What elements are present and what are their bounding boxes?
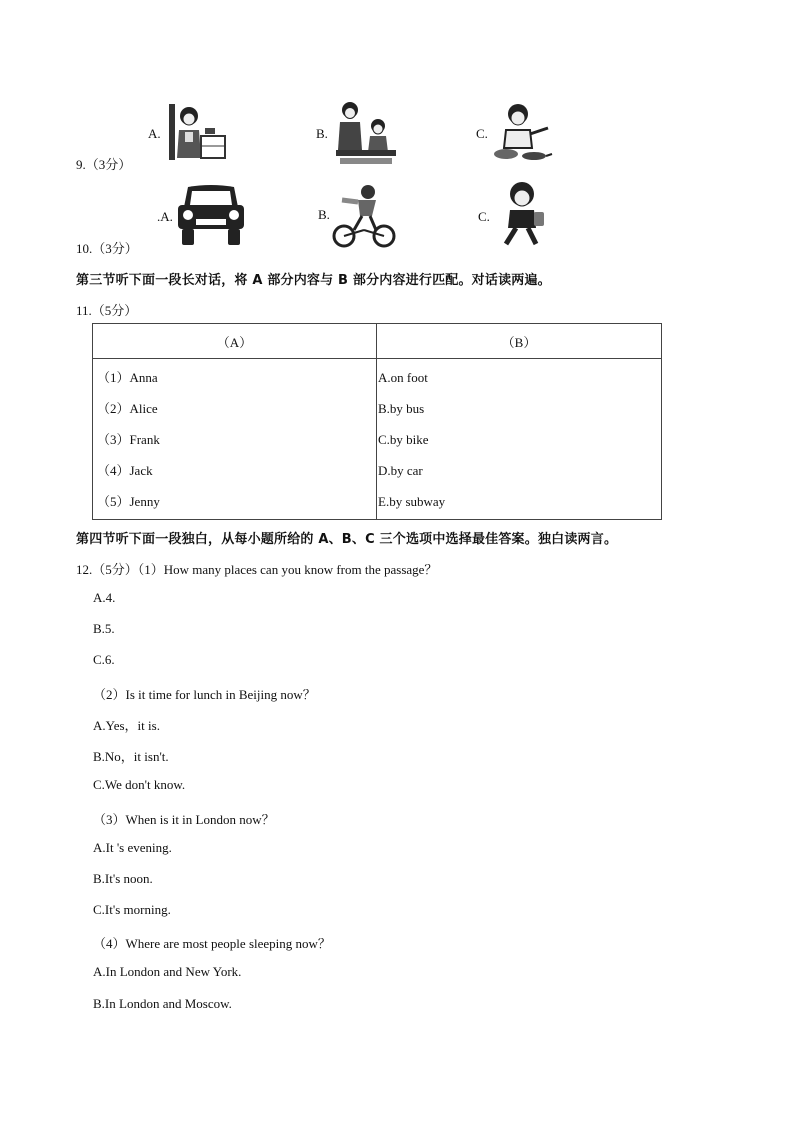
section-4-instruction: 第四节听下面一段独白，从每小题所给的 A、B、C 三个选项中选择最佳答案。独白读两言。 bbox=[76, 532, 618, 547]
name-item: （3）Frank bbox=[97, 432, 160, 447]
name-item: （5）Jenny bbox=[97, 494, 160, 509]
column-b-cell bbox=[377, 359, 662, 520]
q10-option-c-label[interactable]: C. bbox=[478, 209, 490, 224]
q12-4-option-b[interactable]: B.In London and Moscow. bbox=[93, 996, 232, 1011]
transport-item: D.by car bbox=[378, 463, 423, 478]
q9-number: 9.（3分） bbox=[76, 157, 132, 172]
q9-option-b-label[interactable]: B. bbox=[316, 126, 328, 141]
q12-sub2-text: （2）Is it time for lunch in Beijing now？ bbox=[93, 687, 316, 702]
person-cooking-icon bbox=[165, 102, 227, 164]
transport-item: A.on foot bbox=[378, 370, 428, 385]
name-item: （1）Anna bbox=[97, 370, 158, 385]
q9-option-a-label[interactable]: A. bbox=[148, 126, 161, 141]
transport-item: B.by bus bbox=[378, 401, 425, 416]
q12-2-option-b[interactable]: B.No，it isn't. bbox=[93, 749, 169, 764]
boy-walking-icon bbox=[496, 180, 548, 248]
matching-table bbox=[92, 323, 662, 520]
column-a-cell bbox=[93, 359, 377, 520]
q12-sub3-text: （3）When is it in London now？ bbox=[93, 812, 275, 827]
q12-header bbox=[76, 559, 437, 578]
q12-1-option-c[interactable]: C.6. bbox=[93, 652, 115, 667]
q12-3-option-b[interactable]: B.It's noon. bbox=[93, 871, 153, 886]
q12-sub4-text: （4）Where are most people sleeping now？ bbox=[93, 936, 331, 951]
q12-3-option-c[interactable]: C.It's morning. bbox=[93, 902, 171, 917]
car-icon bbox=[176, 183, 246, 247]
q10-option-a-label[interactable]: .A. bbox=[157, 209, 173, 224]
q11-number: 11.（5分） bbox=[76, 303, 138, 318]
section-3-instruction: 第三节听下面一段长对话，将 A 部分内容与 B 部分内容进行匹配。对话读两遍。 bbox=[76, 273, 551, 288]
q10-option-b-label[interactable]: B. bbox=[318, 207, 330, 222]
bicycle-rider-icon bbox=[332, 182, 396, 248]
q12-2-option-a[interactable]: A.Yes，it is. bbox=[93, 718, 160, 733]
column-a-header: （A） bbox=[93, 324, 377, 359]
q12-4-option-a[interactable]: A.In London and New York. bbox=[93, 964, 242, 979]
transport-item: C.by bike bbox=[378, 432, 429, 447]
boy-cooking-icon bbox=[490, 102, 554, 166]
q12-sub1-text: （1）How many places can you know from the passage？ bbox=[137, 562, 438, 577]
q10-number: 10.（3分） bbox=[76, 241, 138, 256]
column-b-header: （B） bbox=[377, 324, 662, 359]
q12-2-option-c[interactable]: C.We don't know. bbox=[93, 777, 186, 792]
mother-daughter-eating-icon bbox=[334, 100, 398, 166]
q9-option-c-label[interactable]: C. bbox=[476, 126, 488, 141]
name-item: （4）Jack bbox=[97, 463, 153, 478]
transport-item: E.by subway bbox=[378, 494, 446, 509]
q12-3-option-a[interactable]: A.It 's evening. bbox=[93, 840, 172, 855]
q12-1-option-a[interactable]: A.4. bbox=[93, 590, 116, 605]
q12-1-option-b[interactable]: B.5. bbox=[93, 621, 115, 636]
q12-number: 12.（5分） bbox=[76, 562, 138, 577]
name-item: （2）Alice bbox=[97, 401, 158, 416]
